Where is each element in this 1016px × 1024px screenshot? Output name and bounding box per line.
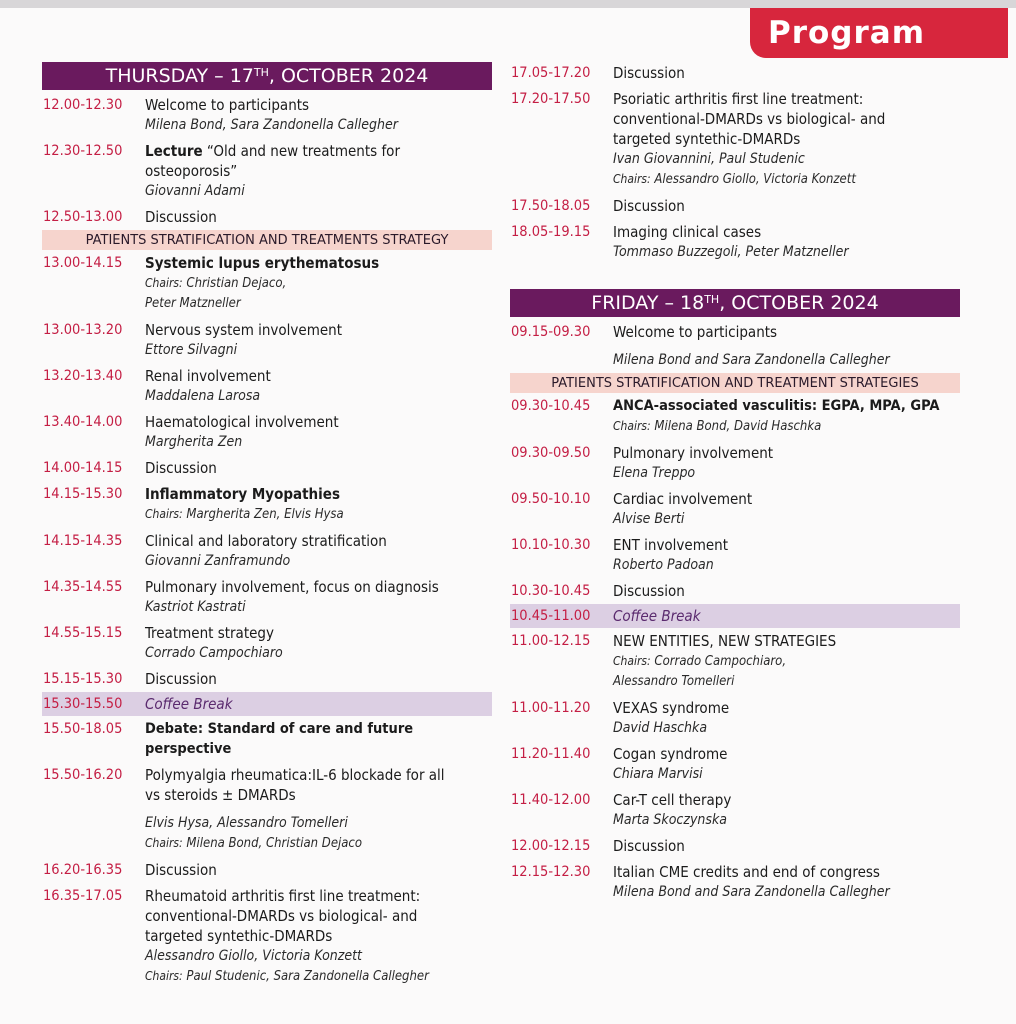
chairs-key: Chairs: [613,172,651,186]
time-slot: 09.15-09.30 [511,324,591,340]
program-label: Program [768,15,926,51]
time-slot: 14.15-15.30 [43,486,123,502]
session-title: Treatment strategy [145,624,274,642]
session-title: Imaging clinical cases [613,223,762,241]
session-title: Pulmonary involvement, focus on diagnosis [145,578,439,596]
schedule-row [42,138,492,204]
schedule-row [42,250,492,317]
time-slot: 12.30-12.50 [43,143,123,159]
chairs [613,416,960,437]
time-slot: 11.00-11.20 [511,700,591,716]
time-slot: 09.30-09.50 [511,445,591,461]
left-column [42,60,492,990]
session-title: Nervous system involvement [145,321,342,339]
session-title: Coffee Break [613,607,701,625]
schedule-row [42,762,492,857]
session-title: Coffee Break [145,695,233,713]
time-slot: 09.30-10.45 [511,398,591,414]
schedule-row [510,393,960,440]
time-slot: 12.00-12.30 [43,97,123,113]
chairs-names: Paul Studenic, Sara Zandonella Callegher [182,969,429,984]
speakers: David Haschka [613,720,708,736]
session-title: Cardiac involvement [613,490,753,508]
session-title: NEW ENTITIES, NEW STRATEGIES [613,632,837,650]
speakers: Marta Skoczynska [613,812,727,828]
speakers: Ettore Silvagni [145,342,238,358]
day-title-pre: FRIDAY – 18 [591,292,705,314]
session-title-cont: targeted syntethic-DMARDs [613,130,801,148]
time-slot: 12.50-13.00 [43,209,123,225]
session-title: Debate: Standard of care and future perspective [145,721,414,757]
time-slot: 18.05-19.15 [511,224,591,240]
session-title: Systemic lupus erythematosus [145,254,380,272]
schedule-row [42,528,492,574]
schedule-row [42,317,492,363]
session-title [145,141,492,181]
schedule-row [42,455,492,481]
day-header-friday [510,289,960,317]
session-title: Discussion [145,861,217,879]
session-title-cont: conventional-DMARDs vs biological- and [613,110,886,128]
schedule-row [510,219,960,265]
schedule-row [510,440,960,486]
schedule-row [510,532,960,578]
session-title: VEXAS syndrome [613,699,730,717]
time-slot: 14.15-14.35 [43,533,123,549]
chairs [613,651,960,672]
schedule-row [510,695,960,741]
speakers: Elena Treppo [613,465,696,481]
chairs-names: Corrado Campochiaro, [650,654,787,669]
speakers: Alvise Berti [613,511,685,527]
day-title-sup: TH [704,292,720,306]
speakers: Tommaso Buzzegoli, Peter Matzneller [613,244,849,260]
time-slot: 13.20-13.40 [43,368,123,384]
schedule-row [42,481,492,528]
schedule-row [42,620,492,666]
session-title: Psoriatic arthritis first line treatment: [613,90,864,108]
session-title: Polymyalgia rheumatica:IL-6 blockade for all [145,766,445,784]
program-tab [750,8,1008,58]
speakers: Elvis Hysa, Alessandro Tomelleri [145,815,348,831]
day-title-post: , OCTOBER 2024 [268,65,429,87]
chairs-names: Milena Bond, Christian Dejaco [182,836,363,851]
chairs-key: Chairs: [145,276,183,290]
time-slot: 12.00-12.15 [511,838,591,854]
session-title: Welcome to participants [613,323,778,341]
speakers: Maddalena Larosa [145,388,261,404]
section-banner: PATIENTS STRATIFICATION AND TREATMENT STRATEGIES [510,373,960,393]
session-title: Renal involvement [145,367,271,385]
session-title-cont: targeted syntethic-DMARDs [145,927,333,945]
speakers: Giovanni Zanframundo [145,553,291,569]
chairs [145,273,492,294]
session-title: Rheumatoid arthritis first line treatment: [145,887,421,905]
session-title: Welcome to participants [145,96,310,114]
session-title: Discussion [613,197,685,215]
time-slot: 14.55-15.15 [43,625,123,641]
session-title: Italian CME credits and end of congress [613,863,880,881]
schedule-row [510,319,960,373]
schedule-row [42,666,492,692]
speakers: Roberto Padoan [613,557,714,573]
session-title: Inflammatory Myopathies [145,485,340,503]
session-title-rest: “Old and new treatments for osteoporosis” [145,142,400,180]
section-banner: PATIENTS STRATIFICATION AND TREATMENTS STRATEGY [42,230,492,250]
chairs-names: Alessandro Giollo, Victoria Konzett [650,172,856,187]
session-title: Haematological involvement [145,413,339,431]
speakers: Kastriot Kastrati [145,599,246,615]
time-slot: 10.45-11.00 [511,608,591,624]
schedule-row [42,883,492,990]
chairs [613,169,960,190]
session-title: Car-T cell therapy [613,791,732,809]
coffee-break-row [42,692,492,716]
schedule-row [510,193,960,219]
schedule-row [42,857,492,883]
day-title-post: , OCTOBER 2024 [719,292,879,314]
session-title: Discussion [145,670,217,688]
chairs-key: Chairs: [145,969,183,983]
chairs [145,966,492,987]
time-slot: 17.20-17.50 [511,91,591,107]
schedule-row [42,716,492,762]
schedule-row [510,833,960,859]
day-title-sup: TH [253,65,269,79]
time-slot: 13.00-14.15 [43,255,123,271]
chairs-names-cont: Peter Matzneller [145,296,241,311]
speakers: Ivan Giovannini, Paul Studenic [613,151,805,167]
chairs-key: Chairs: [145,507,183,521]
session-title-cont: vs steroids ± DMARDs [145,786,296,804]
schedule-row [42,409,492,455]
chairs-names: Christian Dejaco, [182,276,287,291]
speakers: Milena Bond and Sara Zandonella Callegher [613,352,890,368]
time-slot: 17.05-17.20 [511,65,591,81]
chairs-key: Chairs: [613,654,651,668]
time-slot: 16.20-16.35 [43,862,123,878]
schedule-row [510,486,960,532]
speakers: Alessandro Giollo, Victoria Konzett [145,948,362,964]
time-slot: 11.20-11.40 [511,746,591,762]
day-header-thursday [42,62,492,90]
session-title-bold: Lecture [145,142,203,160]
session-title: Discussion [613,582,685,600]
session-title: ENT involvement [613,536,729,554]
time-slot: 16.35-17.05 [43,888,123,904]
speakers: Chiara Marvisi [613,766,703,782]
time-slot: 12.15-12.30 [511,864,591,880]
session-title: ANCA-associated vasculitis: EGPA, MPA, GPA [613,398,940,414]
schedule-row [510,787,960,833]
right-column [510,60,960,905]
time-slot: 09.50-10.10 [511,491,591,507]
day-title-pre: THURSDAY – 17 [105,65,254,87]
schedule-row [42,574,492,620]
time-slot: 13.00-13.20 [43,322,123,338]
session-title: Discussion [613,64,685,82]
session-title: Cogan syndrome [613,745,728,763]
time-slot: 15.15-15.30 [43,671,123,687]
time-slot: 14.35-14.55 [43,579,123,595]
schedule-row [510,741,960,787]
session-title: Discussion [145,459,217,477]
chairs [145,833,492,854]
speakers: Giovanni Adami [145,183,245,199]
session-title: Discussion [145,208,217,226]
time-slot: 17.50-18.05 [511,198,591,214]
speakers: Milena Bond and Sara Zandonella Callegher [613,884,890,900]
chairs-names: Milena Bond, David Haschka [650,419,822,434]
speakers: Milena Bond, Sara Zandonella Callegher [145,117,398,133]
schedule-row [510,578,960,604]
chairs-names: Margherita Zen, Elvis Hysa [182,507,344,522]
time-slot: 14.00-14.15 [43,460,123,476]
chairs [145,504,492,525]
time-slot: 11.00-12.15 [511,633,591,649]
time-slot: 10.10-10.30 [511,537,591,553]
session-title: Discussion [613,837,685,855]
session-title: Clinical and laboratory stratification [145,532,387,550]
time-slot: 10.30-10.45 [511,583,591,599]
chairs-key: Chairs: [613,419,651,433]
chairs-key: Chairs: [145,836,183,850]
time-slot: 15.30-15.50 [43,696,123,712]
schedule-row [510,628,960,695]
time-slot: 15.50-16.20 [43,767,123,783]
speakers: Corrado Campochiaro [145,645,283,661]
time-slot: 13.40-14.00 [43,414,123,430]
session-title: Pulmonary involvement [613,444,774,462]
chairs-names-cont: Alessandro Tomelleri [613,674,735,689]
schedule-row [42,204,492,230]
schedule-row [42,92,492,138]
schedule-row [510,86,960,193]
schedule-row [510,859,960,905]
schedule-row [42,363,492,409]
coffee-break-row [510,604,960,628]
speakers: Margherita Zen [145,434,243,450]
session-title-cont: conventional-DMARDs vs biological- and [145,907,418,925]
schedule-row [510,60,960,86]
top-border [0,0,1016,8]
time-slot: 11.40-12.00 [511,792,591,808]
time-slot: 15.50-18.05 [43,721,123,737]
